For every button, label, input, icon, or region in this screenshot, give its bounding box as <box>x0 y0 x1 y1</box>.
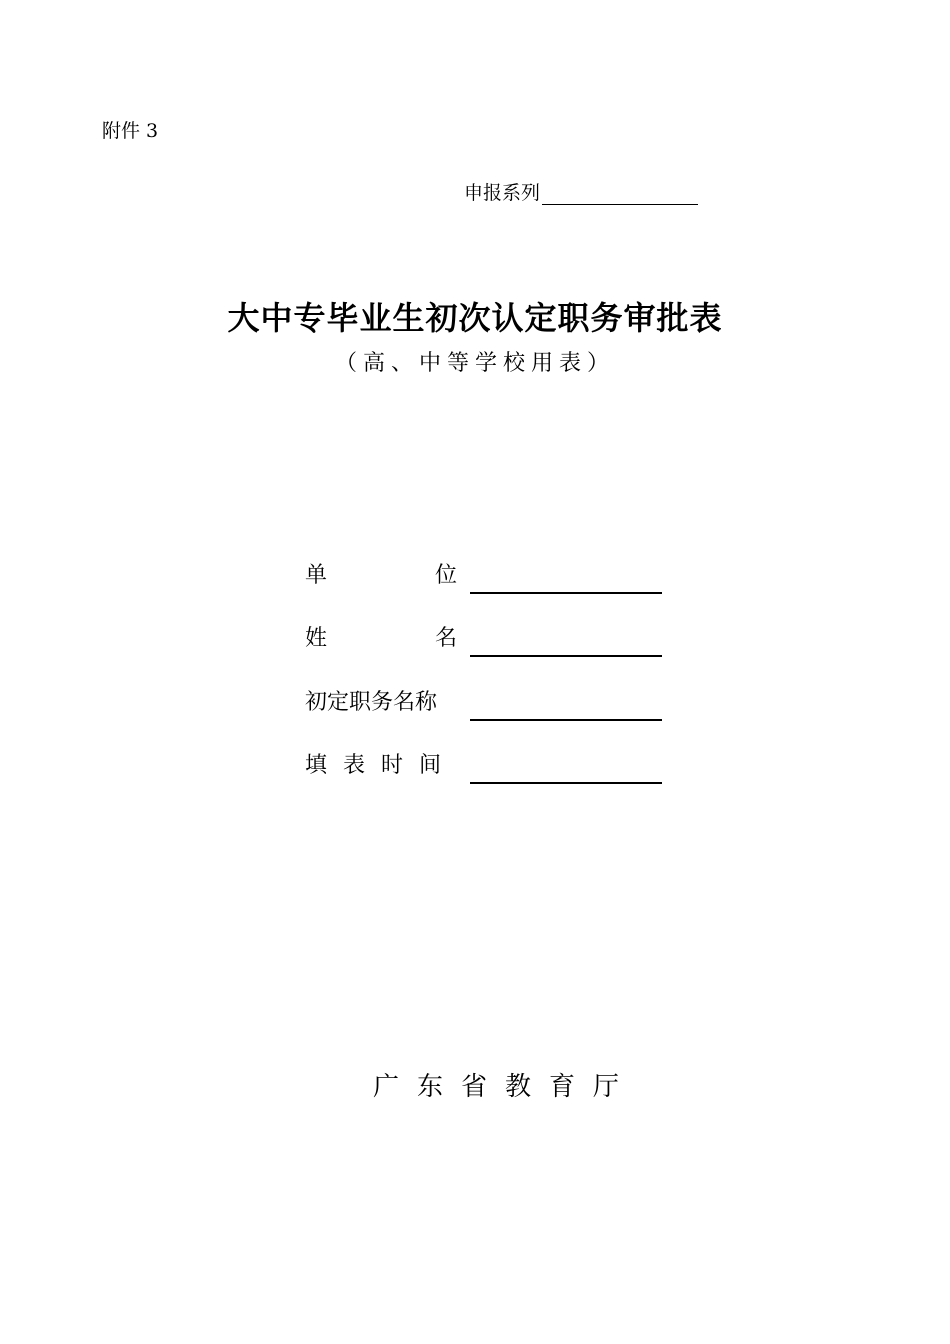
issuer-char: 育 <box>548 1072 575 1102</box>
field-unit-char: 位 <box>434 563 457 588</box>
field-name-char: 姓 <box>305 626 328 651</box>
field-name-label <box>305 621 457 652</box>
issuer-char: 省 <box>460 1072 487 1102</box>
field-fill-date-char: 时 <box>380 753 403 778</box>
issuing-authority <box>373 1066 619 1103</box>
series-blank-line[interactable] <box>542 182 698 205</box>
series-label: 申报系列 <box>464 182 541 204</box>
attachment-label: 附件 3 <box>102 120 159 142</box>
field-unit <box>305 561 665 595</box>
issuer-char: 东 <box>416 1072 443 1102</box>
form-title: 大中专毕业生初次认定职务审批表 <box>227 299 723 337</box>
field-fill-date-char: 填 <box>305 753 328 778</box>
field-unit-char: 单 <box>305 563 328 588</box>
field-name-blank-line[interactable] <box>470 655 662 657</box>
field-initial-title-label: 初定职务名称 <box>305 690 438 715</box>
issuer-char: 教 <box>504 1072 531 1102</box>
field-fill-date-char: 间 <box>418 753 441 778</box>
issuer-char: 厅 <box>592 1072 619 1102</box>
field-fill-date-blank-line[interactable] <box>470 782 662 784</box>
field-name <box>305 624 665 658</box>
field-fill-date-char: 表 <box>342 753 365 778</box>
form-subtitle: （高、中等学校用表） <box>334 351 615 376</box>
field-fill-date <box>305 751 665 785</box>
issuer-char: 广 <box>373 1072 400 1102</box>
field-unit-label <box>305 558 457 589</box>
field-unit-blank-line[interactable] <box>470 592 662 594</box>
field-initial-title <box>305 688 665 722</box>
field-initial-title-blank-line[interactable] <box>470 719 662 721</box>
field-fill-date-label <box>305 748 441 779</box>
application-series <box>464 178 698 205</box>
field-name-char: 名 <box>434 626 457 651</box>
